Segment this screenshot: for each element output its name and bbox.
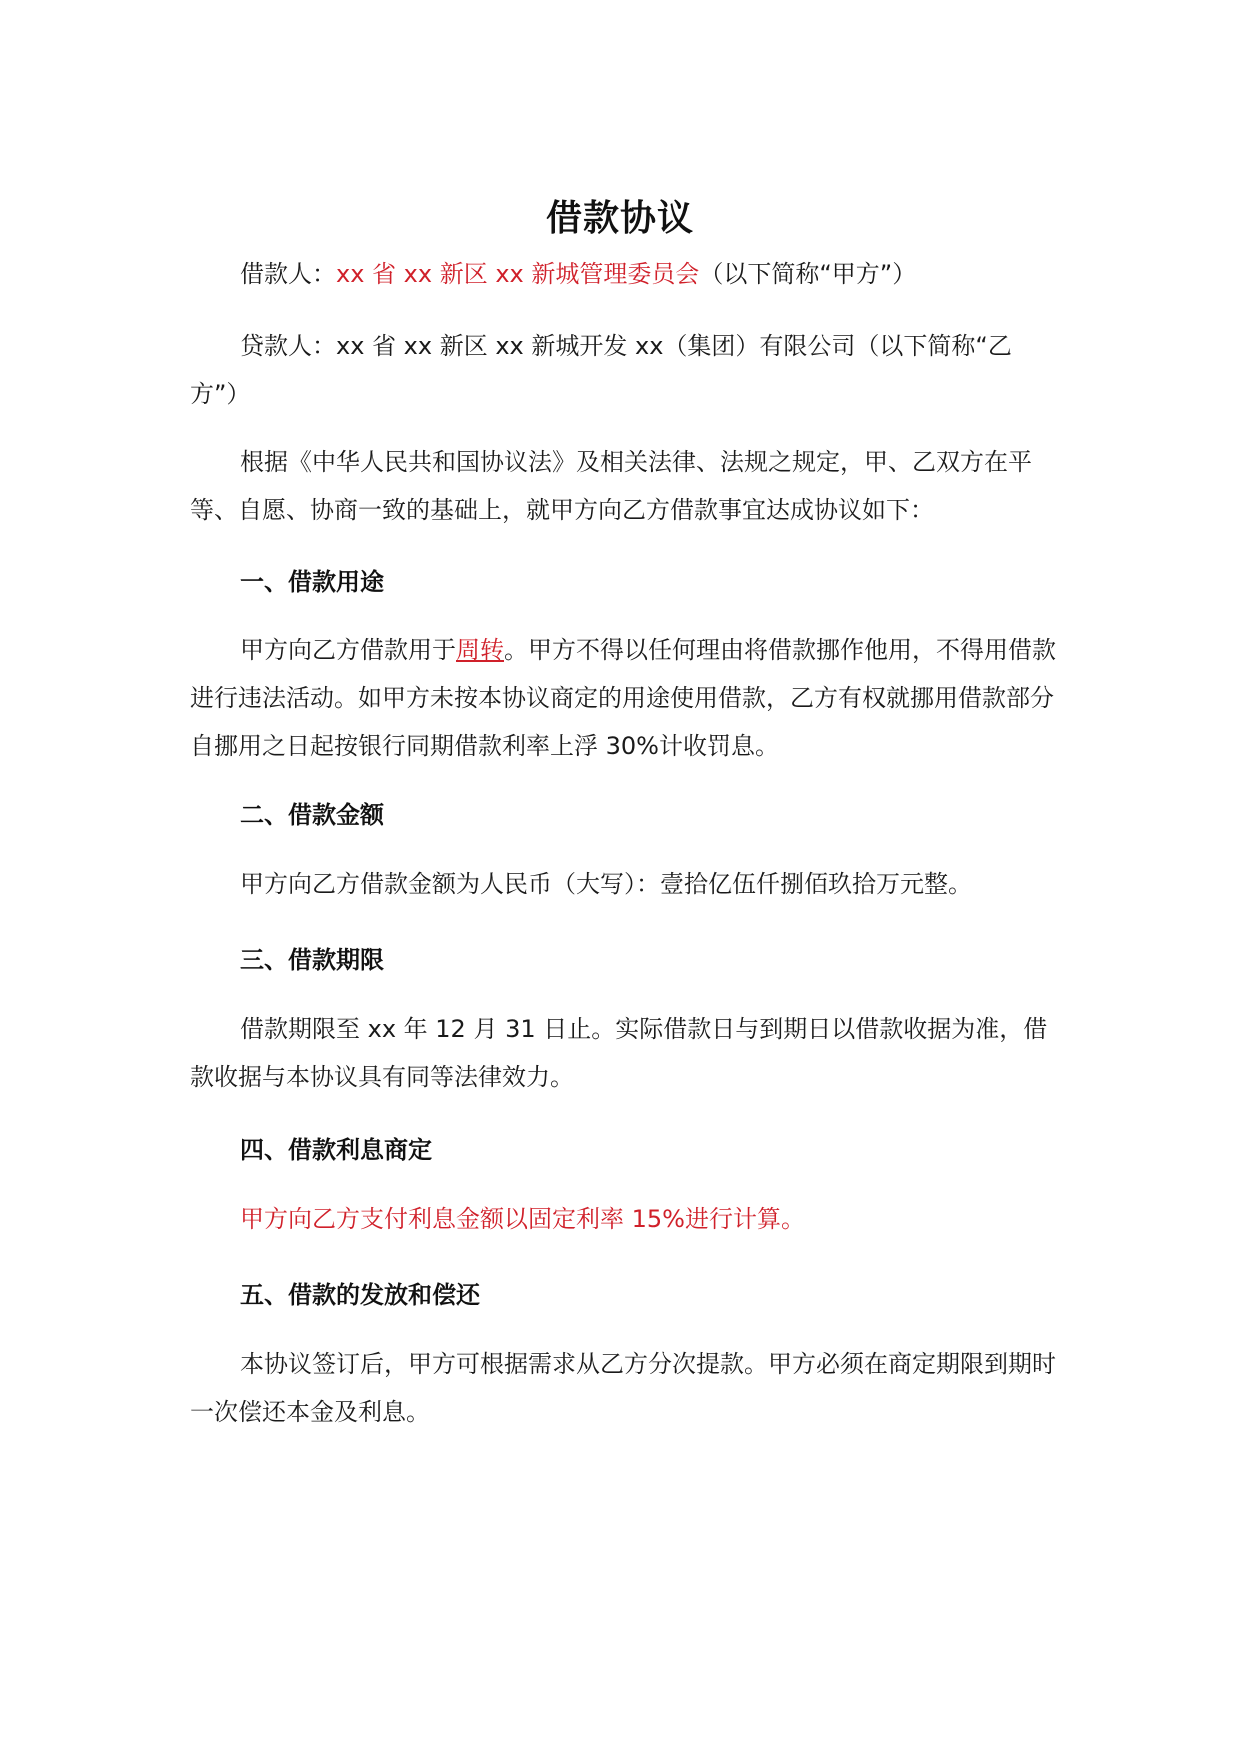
document-title: 借款协议 <box>545 198 694 239</box>
lender-name: xx 省 xx 新区 xx 新城开发 xx（集团）有限公司 <box>336 332 856 360</box>
section-1-heading: 一、借款用途 <box>240 568 384 596</box>
borrower-line <box>190 250 1060 298</box>
section-1-body-suffix: 。甲方不得以任何理由将借款挪作他用，不得用借款进行违法活动。如甲方未按本协议商定的用途使用借款，乙方有权就挪用借款部分自挪用之日起按银行同期借款利率上浮 30%计收罚息。 <box>190 636 1056 760</box>
lender-label: 贷款人： <box>240 332 336 360</box>
lender-line <box>190 322 1060 418</box>
section-1-body <box>190 626 1060 770</box>
section-4-body: 甲方向乙方支付利息金额以固定利率 15%进行计算。 <box>240 1205 805 1233</box>
section-1-body-prefix: 甲方向乙方借款用于 <box>240 636 456 664</box>
section-4-heading: 四、借款利息商定 <box>240 1136 432 1164</box>
section-2-body: 甲方向乙方借款金额为人民币（大写）：壹拾亿伍仟捌佰玖拾万元整。 <box>240 870 972 898</box>
borrower-alias: （以下简称“甲方”） <box>699 260 917 288</box>
section-2-heading: 二、借款金额 <box>240 801 384 829</box>
lender-alias: （以下简称“乙方”） <box>190 332 1012 408</box>
section-3-heading: 三、借款期限 <box>240 946 384 974</box>
borrower-label: 借款人： <box>240 260 336 288</box>
section-3-body: 借款期限至 xx 年 12 月 31 日止。实际借款日与到期日以借款收据为准，借款收据与本协议具有同等法律效力。 <box>190 1015 1048 1091</box>
section-5-body: 本协议签订后，甲方可根据需求从乙方分次提款。甲方必须在商定期限到期时一次偿还本金及利息。 <box>190 1350 1056 1426</box>
preamble-paragraph: 根据《中华人民共和国协议法》及相关法律、法规之规定，甲、乙双方在平等、自愿、协商一致的基础上，就甲方向乙方借款事宜达成协议如下： <box>190 448 1032 524</box>
section-5-heading: 五、借款的发放和偿还 <box>240 1281 480 1309</box>
section-1-highlight: 周转 <box>456 636 504 664</box>
borrower-name: xx 省 xx 新区 xx 新城管理委员会 <box>336 260 700 288</box>
